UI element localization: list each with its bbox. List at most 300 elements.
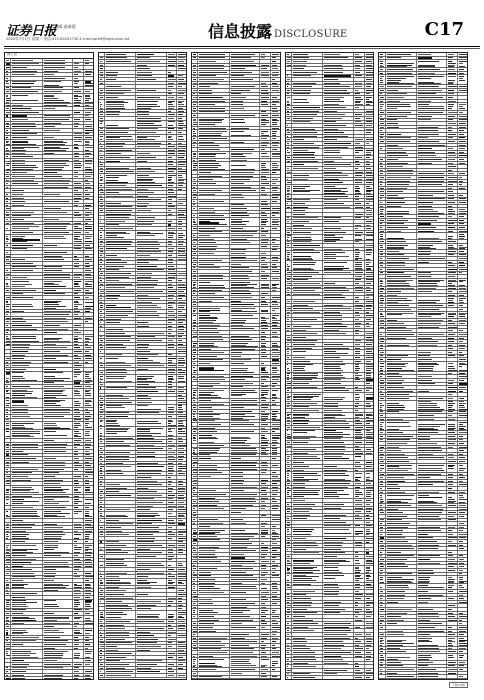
text-line xyxy=(12,160,24,161)
text-line xyxy=(85,431,90,432)
text-line xyxy=(74,487,81,488)
text-line xyxy=(12,297,33,298)
text-line xyxy=(6,137,8,138)
table-cell xyxy=(43,415,73,418)
text-line xyxy=(74,226,78,227)
masthead xyxy=(4,18,480,46)
text-line xyxy=(6,81,8,82)
text-line xyxy=(44,85,60,86)
text-line xyxy=(6,201,8,202)
text-line xyxy=(44,304,59,305)
text-line xyxy=(85,318,93,319)
table-cell xyxy=(11,222,42,225)
text-line xyxy=(44,416,64,417)
text-line xyxy=(6,259,9,260)
text-line xyxy=(74,239,82,240)
text-line xyxy=(44,325,61,326)
table-cell xyxy=(73,498,84,505)
text-line xyxy=(85,454,90,455)
text-line xyxy=(85,516,92,517)
text-line xyxy=(6,245,8,246)
text-line xyxy=(74,538,79,539)
text-line xyxy=(74,552,80,553)
text-line xyxy=(6,180,9,181)
text-line xyxy=(44,503,59,504)
text-line xyxy=(74,401,79,402)
table-cell xyxy=(43,498,73,505)
table-cell xyxy=(84,430,93,438)
text-line xyxy=(6,550,10,551)
text-line xyxy=(85,380,92,381)
text-line xyxy=(44,332,57,333)
text-line xyxy=(85,347,92,348)
text-line xyxy=(74,332,81,333)
text-line xyxy=(74,416,80,417)
text-line xyxy=(12,515,37,516)
table-cell xyxy=(11,129,42,132)
table-cell xyxy=(43,389,73,398)
table-cell xyxy=(43,439,73,442)
text-line xyxy=(74,141,82,142)
text-line xyxy=(85,311,90,312)
table-cell xyxy=(84,357,93,360)
text-line xyxy=(85,480,89,481)
dateline: 2020年7月1日 星期一 电话:010-83251730 E-mail:zqrb9@zqrb.sina.net xyxy=(6,37,129,42)
table-cell xyxy=(43,317,73,320)
text-line xyxy=(44,226,67,227)
text-line xyxy=(74,362,79,363)
table-cell xyxy=(11,125,42,128)
text-line xyxy=(74,403,81,404)
text-line xyxy=(12,391,33,392)
text-line xyxy=(44,208,62,209)
table-cell xyxy=(11,461,42,464)
text-line xyxy=(12,133,37,134)
table-cell xyxy=(73,364,84,367)
table-cell xyxy=(43,328,73,331)
text-line xyxy=(44,311,71,312)
text-line xyxy=(74,527,81,528)
text-line xyxy=(44,576,55,577)
table-cell xyxy=(73,296,84,299)
table-row xyxy=(5,510,93,519)
text-line xyxy=(74,96,82,97)
text-line xyxy=(74,301,78,302)
table-cell xyxy=(84,346,93,349)
text-line xyxy=(74,238,78,239)
text-line xyxy=(74,555,78,556)
disclosure-columns xyxy=(4,52,468,680)
text-line xyxy=(12,476,27,477)
text-line xyxy=(6,516,10,517)
text-line xyxy=(6,552,9,553)
table-cell xyxy=(11,346,42,349)
table-cell xyxy=(84,81,93,86)
text-line xyxy=(85,308,91,309)
table-cell xyxy=(73,530,84,533)
table-cell xyxy=(11,175,42,178)
text-line xyxy=(44,238,66,239)
text-line xyxy=(44,308,56,309)
table-cell xyxy=(11,464,42,467)
text-line xyxy=(6,112,10,113)
table-cell xyxy=(73,443,84,446)
table-cell xyxy=(11,519,42,522)
table-cell xyxy=(73,317,84,320)
table-cell xyxy=(11,300,42,309)
text-line xyxy=(6,183,8,184)
table-cell xyxy=(73,235,84,243)
text-line xyxy=(12,241,27,242)
text-line xyxy=(44,511,61,512)
text-line xyxy=(85,142,91,143)
table-cell xyxy=(43,561,73,564)
table-cell xyxy=(84,475,93,478)
text-line xyxy=(44,60,65,61)
table-cell xyxy=(84,313,93,316)
text-line xyxy=(12,555,26,556)
table-cell xyxy=(11,66,42,69)
text-line xyxy=(85,433,90,434)
text-line xyxy=(44,380,65,381)
text-line xyxy=(44,148,69,149)
table-cell xyxy=(11,140,42,145)
table-cell xyxy=(43,579,73,582)
text-line xyxy=(74,187,82,188)
text-line xyxy=(85,403,89,404)
text-line xyxy=(85,215,89,216)
text-line xyxy=(6,380,8,381)
table-row xyxy=(5,399,93,408)
text-line xyxy=(6,431,9,432)
text-line xyxy=(74,347,80,348)
text-line xyxy=(74,311,80,312)
text-line xyxy=(85,102,93,103)
table-cell xyxy=(73,320,84,323)
text-line xyxy=(12,549,37,550)
table-cell xyxy=(11,454,42,457)
text-line xyxy=(12,355,24,356)
table-cell xyxy=(84,519,93,522)
text-line xyxy=(12,172,27,173)
text-line xyxy=(12,362,31,363)
text-line xyxy=(74,153,79,154)
table-cell xyxy=(11,87,42,90)
text-line xyxy=(85,550,88,551)
table-cell xyxy=(11,136,42,139)
text-line xyxy=(85,198,89,199)
table-cell xyxy=(84,276,93,279)
text-line xyxy=(12,248,27,249)
text-line xyxy=(44,501,69,502)
text-line xyxy=(85,245,91,246)
text-line xyxy=(12,284,32,285)
table-cell xyxy=(43,506,73,509)
text-line xyxy=(85,112,91,113)
text-line xyxy=(85,338,90,339)
table-cell xyxy=(11,225,42,230)
text-line xyxy=(44,266,62,267)
table-cell xyxy=(73,343,84,346)
table-cell xyxy=(11,262,42,265)
text-line xyxy=(44,431,57,432)
table-cell xyxy=(11,266,42,269)
text-line xyxy=(12,365,28,366)
text-line xyxy=(6,314,8,315)
text-line xyxy=(12,176,34,177)
text-line xyxy=(12,390,26,391)
text-line xyxy=(85,566,92,567)
text-line xyxy=(44,286,66,287)
text-line xyxy=(12,91,38,92)
text-line xyxy=(44,123,62,124)
table-cell xyxy=(73,468,84,471)
text-line xyxy=(85,362,89,363)
text-line xyxy=(6,436,10,437)
table-cell xyxy=(43,354,73,357)
table-cell xyxy=(11,146,42,151)
table-cell xyxy=(84,450,93,453)
text-line xyxy=(85,390,91,391)
logo-subtitle xyxy=(56,24,76,29)
text-line xyxy=(85,447,90,448)
table-cell xyxy=(43,118,73,121)
text-line xyxy=(74,490,78,491)
table-cell xyxy=(43,193,73,196)
table-cell xyxy=(11,561,42,564)
table-cell xyxy=(11,235,42,243)
table-cell xyxy=(84,255,93,258)
text-line xyxy=(12,169,32,170)
text-line xyxy=(44,487,61,488)
text-line xyxy=(74,423,80,424)
text-line xyxy=(85,236,92,237)
text-line xyxy=(12,513,37,514)
text-line xyxy=(6,566,8,567)
text-line xyxy=(12,126,36,127)
text-line xyxy=(6,492,9,493)
text-line xyxy=(6,302,8,303)
text-line xyxy=(74,81,78,82)
text-line xyxy=(44,499,55,500)
text-line xyxy=(6,123,9,124)
table-cell xyxy=(84,310,93,313)
text-line xyxy=(44,425,57,426)
table-cell xyxy=(11,159,42,162)
text-line xyxy=(12,194,23,195)
text-line xyxy=(6,130,8,131)
text-line xyxy=(44,516,65,517)
text-line xyxy=(6,462,9,463)
table-cell xyxy=(11,155,42,158)
table-cell xyxy=(11,468,42,471)
text-line xyxy=(74,425,81,426)
text-line xyxy=(44,395,67,396)
text-line xyxy=(44,256,63,257)
text-line xyxy=(6,63,10,64)
text-line xyxy=(6,428,9,429)
text-line xyxy=(6,74,8,75)
table-row xyxy=(5,94,93,104)
text-line xyxy=(85,423,89,424)
table-cell xyxy=(73,122,84,125)
text-line xyxy=(85,341,89,342)
table-cell xyxy=(73,155,84,158)
table-cell xyxy=(43,70,73,73)
text-line xyxy=(74,248,81,249)
table-cell xyxy=(43,211,73,214)
text-line xyxy=(12,566,23,567)
text-line xyxy=(74,569,79,570)
table-cell xyxy=(73,572,84,575)
text-line xyxy=(12,147,38,148)
text-line xyxy=(74,386,82,387)
text-line xyxy=(85,95,90,96)
text-line xyxy=(6,194,8,195)
text-line xyxy=(6,67,10,68)
table-cell xyxy=(43,335,73,342)
text-line xyxy=(6,538,8,539)
table-cell xyxy=(43,293,73,296)
table-cell xyxy=(73,368,84,371)
text-line xyxy=(85,507,89,508)
table-cell xyxy=(73,415,84,418)
text-line xyxy=(85,183,90,184)
table-cell xyxy=(43,280,73,288)
table-cell xyxy=(11,115,42,118)
table-cell xyxy=(11,482,42,485)
table-cell xyxy=(43,399,73,407)
text-line xyxy=(12,431,40,432)
text-line xyxy=(74,503,78,504)
text-line xyxy=(85,382,90,383)
table-cell xyxy=(43,175,73,178)
text-line xyxy=(74,390,78,391)
text-line xyxy=(44,290,57,291)
text-line xyxy=(85,153,91,154)
text-line xyxy=(85,336,93,337)
text-line xyxy=(85,505,90,506)
table-cell xyxy=(11,479,42,482)
text-line xyxy=(85,538,89,539)
table-cell xyxy=(43,152,73,155)
table-cell xyxy=(11,189,42,192)
table-cell xyxy=(73,568,84,571)
text-line xyxy=(44,440,54,441)
table-cell xyxy=(43,171,73,174)
table-cell xyxy=(11,389,42,398)
table-cell xyxy=(84,457,93,460)
text-line xyxy=(44,527,63,528)
text-line xyxy=(85,562,92,563)
text-line xyxy=(85,190,88,191)
text-line xyxy=(85,469,93,470)
text-line xyxy=(44,412,70,413)
text-line xyxy=(74,304,82,305)
table-cell xyxy=(73,422,84,429)
text-line xyxy=(85,372,91,373)
text-line xyxy=(12,112,38,113)
text-line xyxy=(6,378,9,379)
text-line xyxy=(74,215,81,216)
text-line xyxy=(85,358,92,359)
text-line xyxy=(6,163,10,164)
text-line xyxy=(12,351,27,352)
table-cell xyxy=(73,218,84,221)
text-line xyxy=(6,362,8,363)
disclosure-table-column xyxy=(4,52,94,680)
text-line xyxy=(74,165,82,166)
text-line xyxy=(44,390,66,391)
table-cell xyxy=(43,273,73,276)
text-line xyxy=(44,391,63,392)
table-cell xyxy=(84,544,93,553)
table-cell xyxy=(11,335,42,342)
table-cell xyxy=(73,186,84,189)
text-line xyxy=(44,147,60,148)
text-line xyxy=(6,100,10,101)
text-line xyxy=(85,156,89,157)
table-cell xyxy=(84,331,93,334)
table-row xyxy=(5,162,93,171)
text-line xyxy=(85,115,89,116)
table-cell xyxy=(84,215,93,218)
table-cell xyxy=(84,422,93,429)
text-line xyxy=(12,469,38,470)
text-line xyxy=(44,281,63,282)
text-line xyxy=(6,469,8,470)
table-cell xyxy=(11,475,42,478)
table-cell xyxy=(84,439,93,442)
table-cell xyxy=(11,385,42,388)
text-line xyxy=(85,297,89,298)
text-line xyxy=(44,541,58,542)
text-line xyxy=(74,351,82,352)
table-cell xyxy=(11,320,42,323)
table-cell xyxy=(11,399,42,407)
text-line xyxy=(74,87,79,88)
text-line xyxy=(44,566,70,567)
table-cell xyxy=(43,269,73,272)
text-line xyxy=(12,325,32,326)
table-cell xyxy=(43,450,73,453)
text-line xyxy=(44,100,65,101)
text-line xyxy=(44,545,58,546)
table-cell xyxy=(84,193,93,196)
text-line xyxy=(85,440,91,441)
text-line xyxy=(44,405,62,406)
text-line xyxy=(85,351,89,352)
text-line xyxy=(12,153,25,154)
table-cell xyxy=(73,207,84,210)
table-cell xyxy=(43,94,73,103)
text-line xyxy=(74,336,78,337)
text-line xyxy=(85,74,91,75)
text-line xyxy=(44,355,68,356)
text-line xyxy=(6,148,8,149)
text-line xyxy=(6,505,8,506)
text-line xyxy=(44,87,63,88)
text-line xyxy=(12,541,24,542)
table-cell xyxy=(84,506,93,509)
text-line xyxy=(85,119,91,120)
text-line xyxy=(6,96,8,97)
text-line xyxy=(6,311,9,312)
text-line xyxy=(74,163,81,164)
text-line xyxy=(6,580,8,581)
text-line xyxy=(74,100,81,101)
text-line xyxy=(85,321,88,322)
